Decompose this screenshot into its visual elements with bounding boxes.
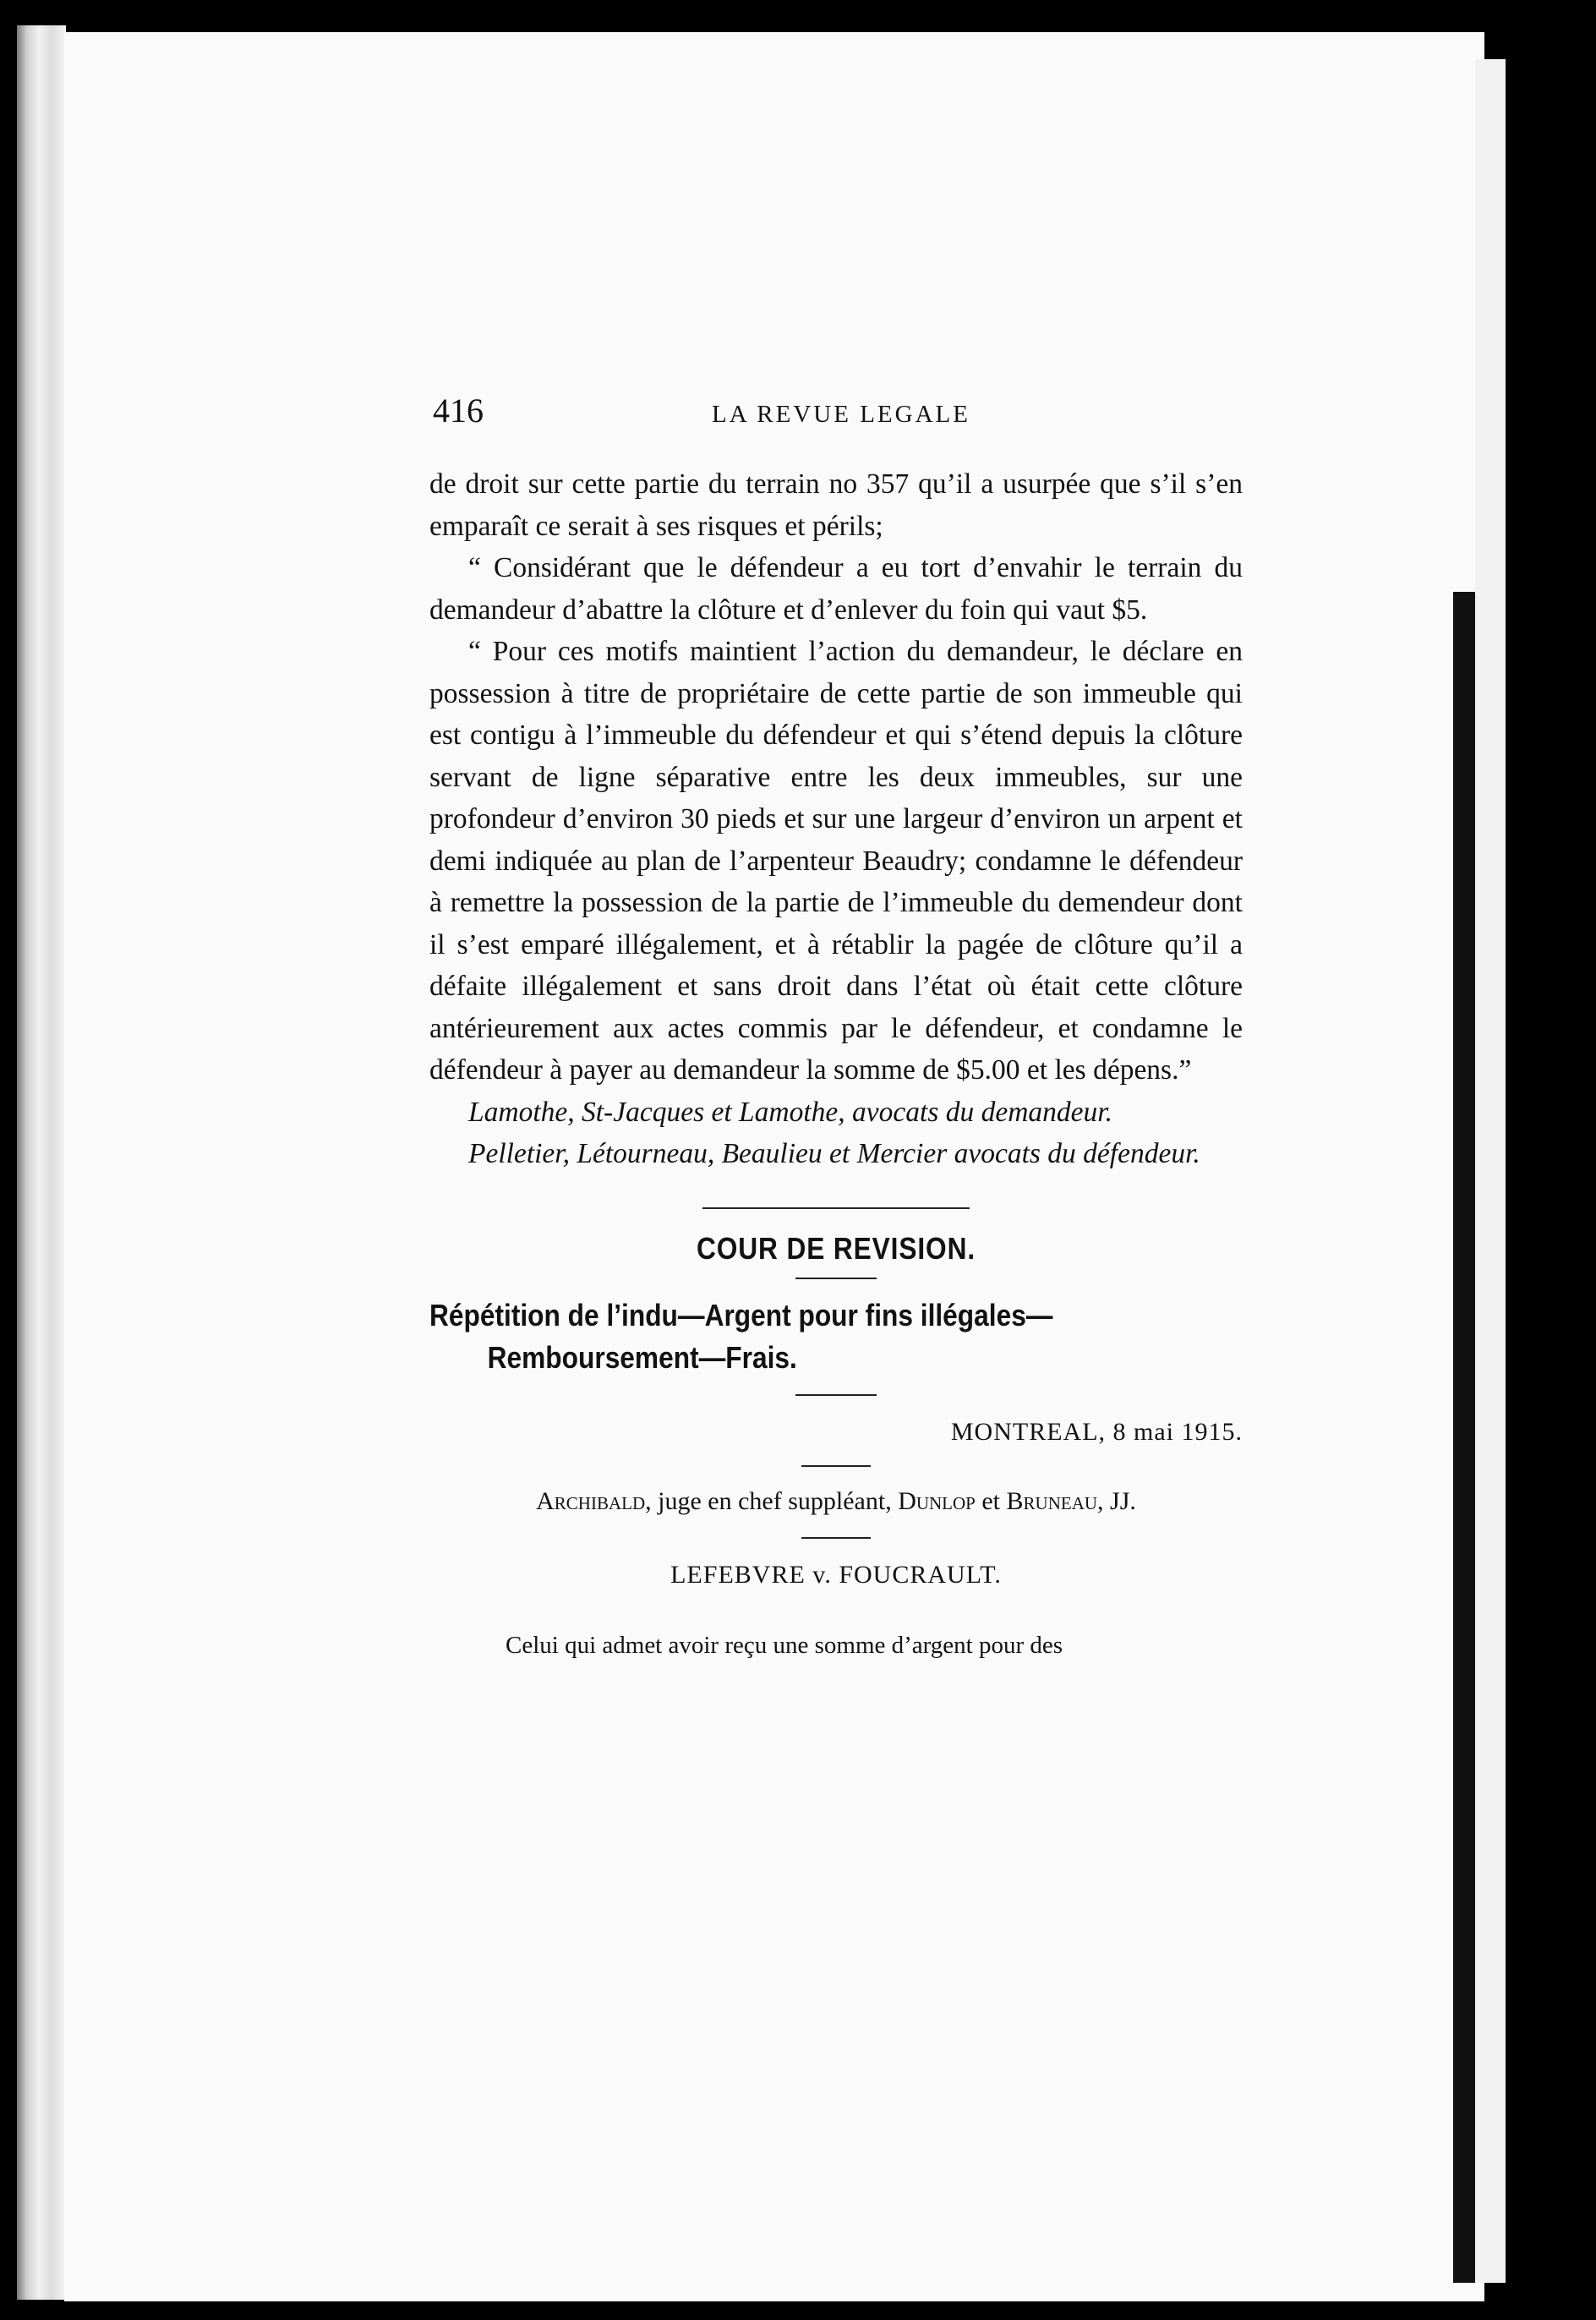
book-spine-edge [17, 25, 66, 2300]
page-gutter-shadow [1453, 592, 1477, 2283]
next-page-edge [1475, 59, 1506, 2283]
running-head: LA REVUE LEGALE [712, 401, 970, 428]
page-header [433, 391, 1244, 433]
case-summary: Celui qui admet avoir reçu une somme d’argent pour des [506, 1631, 1063, 1659]
judge-archibald: Archibald [536, 1486, 646, 1515]
judge-dunlop: Dunlop [898, 1486, 976, 1515]
counsel-defendant: Pelletier, Létourneau, Beaulieu et Mercier avocats du défendeur. [468, 1138, 1200, 1169]
bottom-edge [64, 2301, 1484, 2320]
judges-and: et [975, 1486, 1007, 1515]
subject-line-2: Remboursement—Frais. [487, 1340, 797, 1375]
short-divider [795, 1394, 877, 1396]
judge-bruneau: Bruneau [1006, 1486, 1098, 1515]
paragraph-considerant: “ Considérant que le défendeur a eu tort d’envahir le terrain du demandeur d’abattre la clôture et d’enlever du foin qui vaut $5. [429, 552, 1243, 626]
court-heading: COUR DE REVISION. [696, 1230, 976, 1266]
judges-suffix: , JJ. [1097, 1486, 1136, 1515]
short-divider [795, 1278, 877, 1279]
judges-line [429, 1480, 1243, 1523]
counsel-plaintiff: Lamothe, St-Jacques et Lamothe, avocats du demandeur. [468, 1096, 1112, 1128]
paragraph-motifs: “ Pour ces motifs maintient l’action du demandeur, le déclare en possession à titre de propriétaire de cette partie de son immeuble qui est contigu à l’immeuble du défendeur et qui s’étend depuis la clôture servant de ligne séparative entre les deux immeubles, sur une profondeur d’environ 30 pieds et sur une largeur d’environ un arpent et demi indiquée au plan de l’arpenteur Beaudry; condamne le défendeur à remettre la possession de la partie de l’immeuble du demendeur dont il s’est emparé illégalement, et à rétablir la pagée de clôture qu’il a défaite illégalement et sans droit dans l’état où était cette clôture antérieurement aux actes commis par le défendeur, et condamne le défendeur à payer au demandeur la somme de $5.00 et les dépens.” [429, 636, 1243, 1086]
subject-line-1: Répétition de l’indu—Argent pour fins illégales— [429, 1298, 1053, 1332]
page-number: 416 [433, 391, 484, 430]
paragraph-continued: de droit sur cette partie du terrain no 357 qu’il a usurpée que s’il s’en emparaît ce serait à ses risques et périls; [429, 468, 1243, 542]
case-parties: LEFEBVRE v. FOUCRAULT. [670, 1561, 1002, 1589]
dateline: MONTREAL, 8 mai 1915. [950, 1418, 1243, 1446]
case-subject [429, 1294, 1243, 1379]
page-body [429, 463, 1243, 1666]
short-divider [801, 1465, 871, 1467]
judge-title: , juge en chef suppléant, [645, 1486, 899, 1515]
section-divider [702, 1207, 970, 1209]
short-divider [801, 1537, 871, 1539]
